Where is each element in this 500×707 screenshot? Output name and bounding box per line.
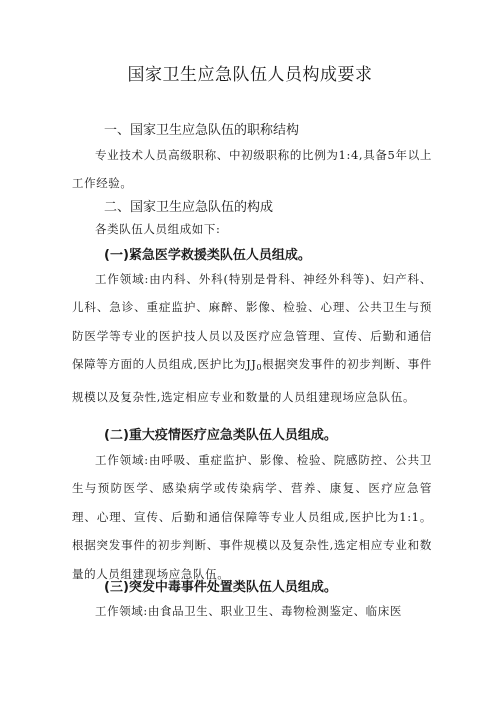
section-1-heading: 一、国家卫生应急队伍的职称结构	[104, 123, 300, 138]
section-2-intro: 各类队伍人员组成如下:	[95, 222, 221, 236]
subsection-1-heading: (一)紧急医学救援类队伍人员组成。	[104, 248, 311, 263]
section-1-paragraph: 专业技术人员高级职称、中初级职称的比例为1:4,具备5年以上工作经验。	[72, 148, 432, 191]
subsection-1-paragraph	[72, 265, 432, 411]
subsection-2-heading: (二)重大疫情医疗应急类队伍人员组成。	[104, 428, 337, 443]
subsection-3-paragraph: 工作领域:由食品卫生、职业卫生、毒物检测鉴定、临床医	[95, 604, 402, 618]
subsection-1-text-b: 根据突发事件的初步判断、事件规模以及复杂性,选定相应专业和数量的人员组建现场应急队伍。	[72, 357, 432, 404]
subsection-3-heading: (三)突发中毒事件处置类队伍人员组成。	[104, 580, 337, 595]
document-title: 国家卫生应急队伍人员构成要求	[127, 65, 373, 85]
section-2-heading: 二、国家卫生应急队伍的构成	[104, 200, 274, 215]
subsection-1-text-a: 工作领域:由内科、外科(特别是骨科、神经外科等)、妇产科、儿科、急诊、重症监护、麻醉、影像、检验、心理、公共卫生与预防医学等专业的医护技人员以及医疗应急管理、宣传、后勤和通信保障等方面的人员组成,医护比为JJ	[72, 272, 432, 372]
subsection-1-subscript: 0	[256, 363, 263, 373]
subsection-2-paragraph: 工作领域:由呼吸、重症监护、影像、检验、院感防控、公共卫生与预防医学、感染病学或传染病学、营养、康复、医疗应急管理、心理、宣传、后勤和通信保障等专业人员组成,医护比为1:1。根据突发事件的初步判断、事件规模以及复杂性,选定相应专业和数量的人员组建现场应急队伍。	[72, 453, 432, 581]
